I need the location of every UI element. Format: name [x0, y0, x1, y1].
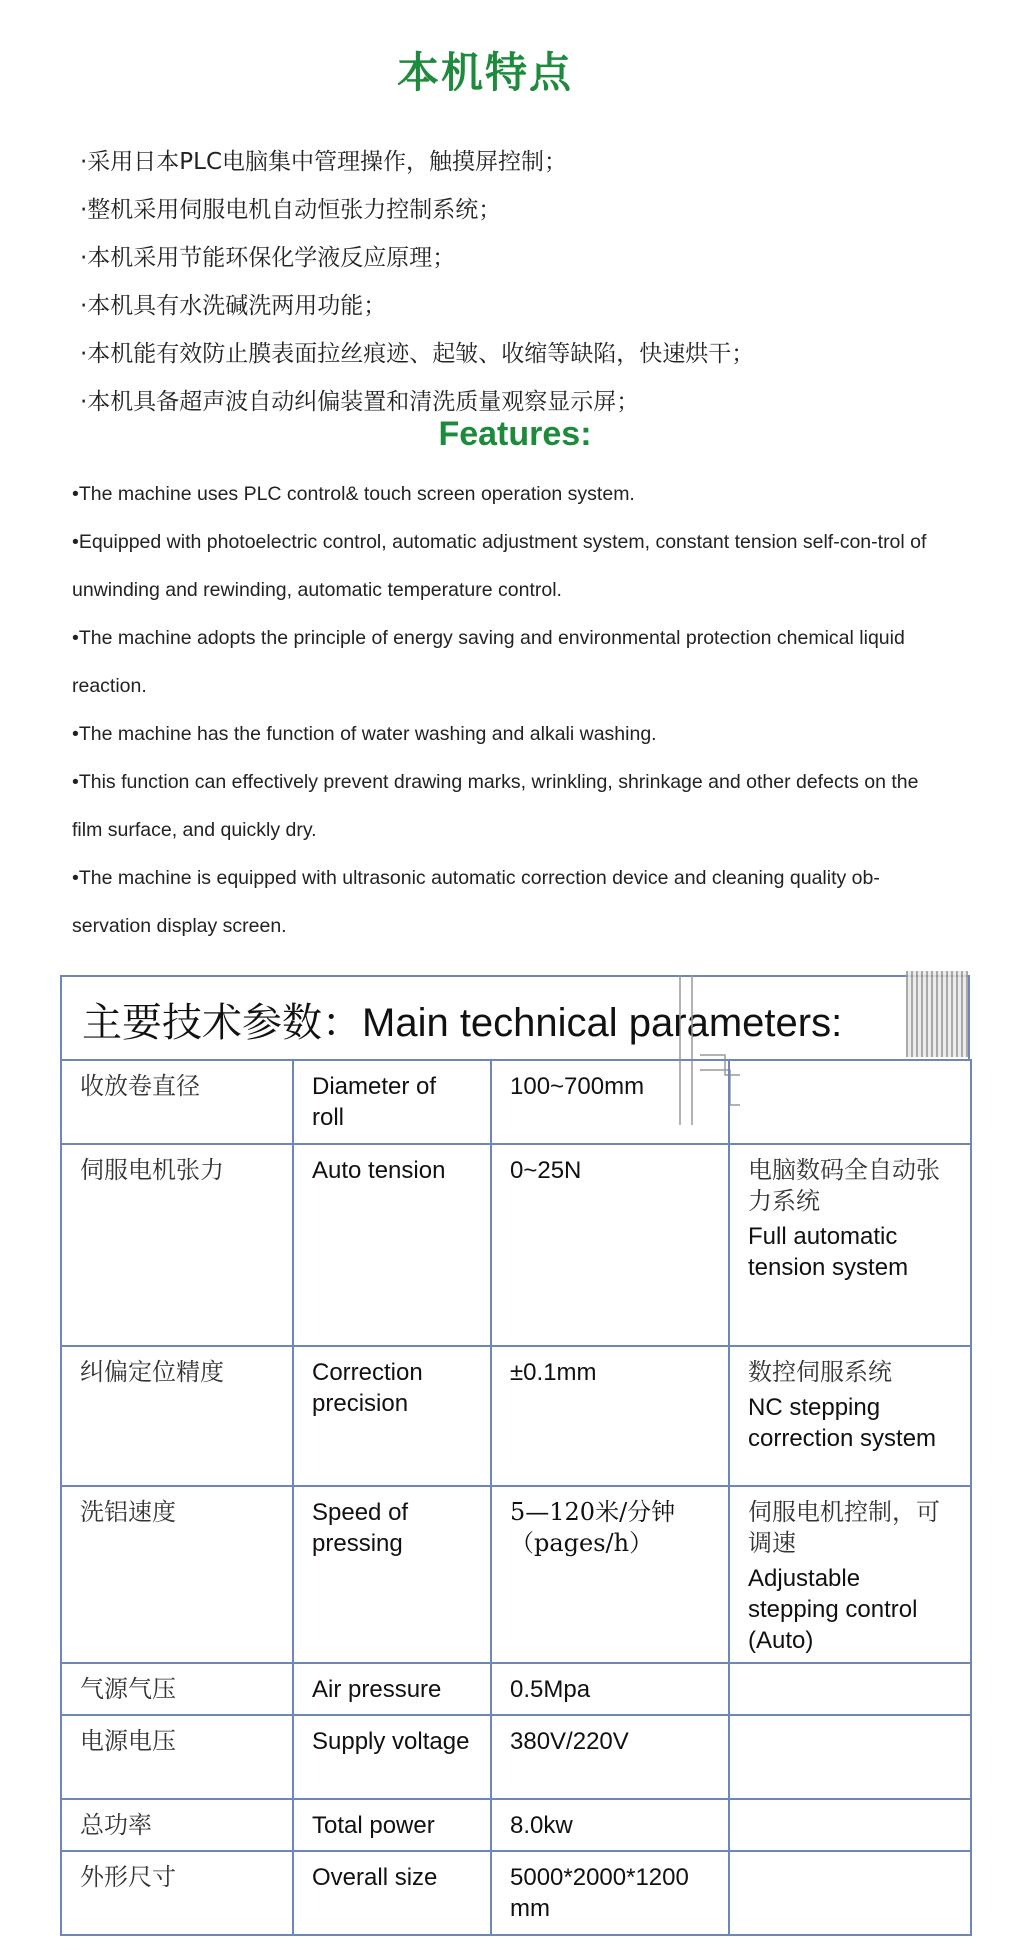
param-note-cn: 伺服电机控制，可调速 — [748, 1498, 940, 1557]
param-name-en: Correction precision — [293, 1346, 491, 1486]
param-note — [729, 1851, 971, 1935]
param-note-cn: 数控伺服系统 — [748, 1358, 892, 1386]
param-value: 380V/220V — [491, 1715, 729, 1799]
table-row — [61, 1663, 971, 1715]
parameters-title-en: Main technical parameters: — [362, 1001, 843, 1045]
cn-feature-list — [80, 138, 754, 426]
param-name-cn: 收放卷直径 — [61, 1060, 293, 1144]
cn-feature-item: ·本机能有效防止膜表面拉丝痕迹、起皱、收缩等缺陷，快速烘干； — [80, 341, 755, 367]
param-value-line: 5—120米/分钟 — [510, 1498, 676, 1526]
param-note — [729, 1715, 971, 1799]
param-name-cn: 洗铝速度 — [61, 1486, 293, 1663]
en-feature-list — [72, 470, 952, 950]
cn-feature-item: ·本机具有水洗碱洗两用功能； — [80, 293, 387, 319]
decorative-stripes — [906, 971, 968, 1057]
param-value — [491, 1486, 729, 1663]
en-title: Features: — [438, 415, 592, 453]
table-row — [61, 1060, 971, 1144]
param-name-cn: 纠偏定位精度 — [61, 1346, 293, 1486]
param-name-cn: 外形尺寸 — [61, 1851, 293, 1935]
table-row — [61, 1851, 971, 1935]
en-feature-item: •This function can effectively prevent drawing marks, wrinkling, shrinkage and other defects on the film surface, and quickly dry. — [72, 771, 919, 841]
en-feature-item: •The machine is equipped with ultrasonic automatic correction device and cleaning quality ob-servation display screen. — [72, 867, 880, 937]
cn-title: 本机特点 — [396, 48, 573, 97]
parameters-title-cn: 主要技术参数： — [82, 1000, 362, 1046]
param-name-en: Overall size — [293, 1851, 491, 1935]
table-row — [61, 1799, 971, 1851]
parameters-title — [82, 991, 842, 1048]
en-feature-item: •Equipped with photoelectric control, automatic adjustment system, constant tension self-con-trol of unwinding and rewinding, automatic temperature control. — [72, 531, 927, 601]
param-name-cn: 电源电压 — [61, 1715, 293, 1799]
param-name-en: Air pressure — [293, 1663, 491, 1715]
param-value: 0.5Mpa — [491, 1663, 729, 1715]
param-note-en: Adjustable stepping control (Auto) — [748, 1565, 918, 1654]
param-name-cn: 总功率 — [61, 1799, 293, 1851]
cn-feature-item: ·采用日本PLC电脑集中管理操作，触摸屏控制； — [80, 149, 568, 175]
en-feature-item: •The machine adopts the principle of energy saving and environmental protection chemical liquid reaction. — [72, 627, 905, 697]
cn-feature-item: ·本机具备超声波自动纠偏装置和清洗质量观察显示屏； — [80, 389, 640, 415]
table-row — [61, 1144, 971, 1346]
en-feature-item: •The machine has the function of water washing and alkali washing. — [72, 723, 657, 745]
param-note-cn: 电脑数码全自动张力系统 — [748, 1156, 940, 1215]
param-note — [729, 1060, 971, 1144]
param-name-en: Diameter of roll — [293, 1060, 491, 1144]
param-note — [729, 1663, 971, 1715]
param-note — [729, 1799, 971, 1851]
parameters-table — [60, 1059, 972, 1936]
param-note — [729, 1486, 971, 1663]
param-note — [729, 1144, 971, 1346]
cn-feature-item: ·本机采用节能环保化学液反应原理； — [80, 245, 456, 271]
param-name-en: Speed of pressing — [293, 1486, 491, 1663]
param-name-en: Total power — [293, 1799, 491, 1851]
param-value: ±0.1mm — [491, 1346, 729, 1486]
param-note-en: Full automatic tension system — [748, 1223, 909, 1281]
parameters-table-image — [60, 975, 972, 1935]
param-name-cn: 气源气压 — [61, 1663, 293, 1715]
table-row — [61, 1715, 971, 1799]
table-row — [61, 1346, 971, 1486]
param-value: 0~25N — [491, 1144, 729, 1346]
param-value: 100~700mm — [491, 1060, 729, 1144]
en-feature-item: •The machine uses PLC control& touch screen operation system. — [72, 483, 635, 505]
param-value: 5000*2000*1200 mm — [491, 1851, 729, 1935]
parameters-header — [60, 975, 970, 1059]
table-row — [61, 1486, 971, 1663]
param-name-en: Supply voltage — [293, 1715, 491, 1799]
param-name-cn: 伺服电机张力 — [61, 1144, 293, 1346]
param-note-en: NC stepping correction system — [748, 1394, 937, 1452]
param-value-line: （pages/h） — [510, 1529, 654, 1557]
cn-feature-item: ·整机采用伺服电机自动恒张力控制系统； — [80, 197, 502, 223]
param-name-en: Auto tension — [293, 1144, 491, 1346]
param-note — [729, 1346, 971, 1486]
param-value: 8.0kw — [491, 1799, 729, 1851]
